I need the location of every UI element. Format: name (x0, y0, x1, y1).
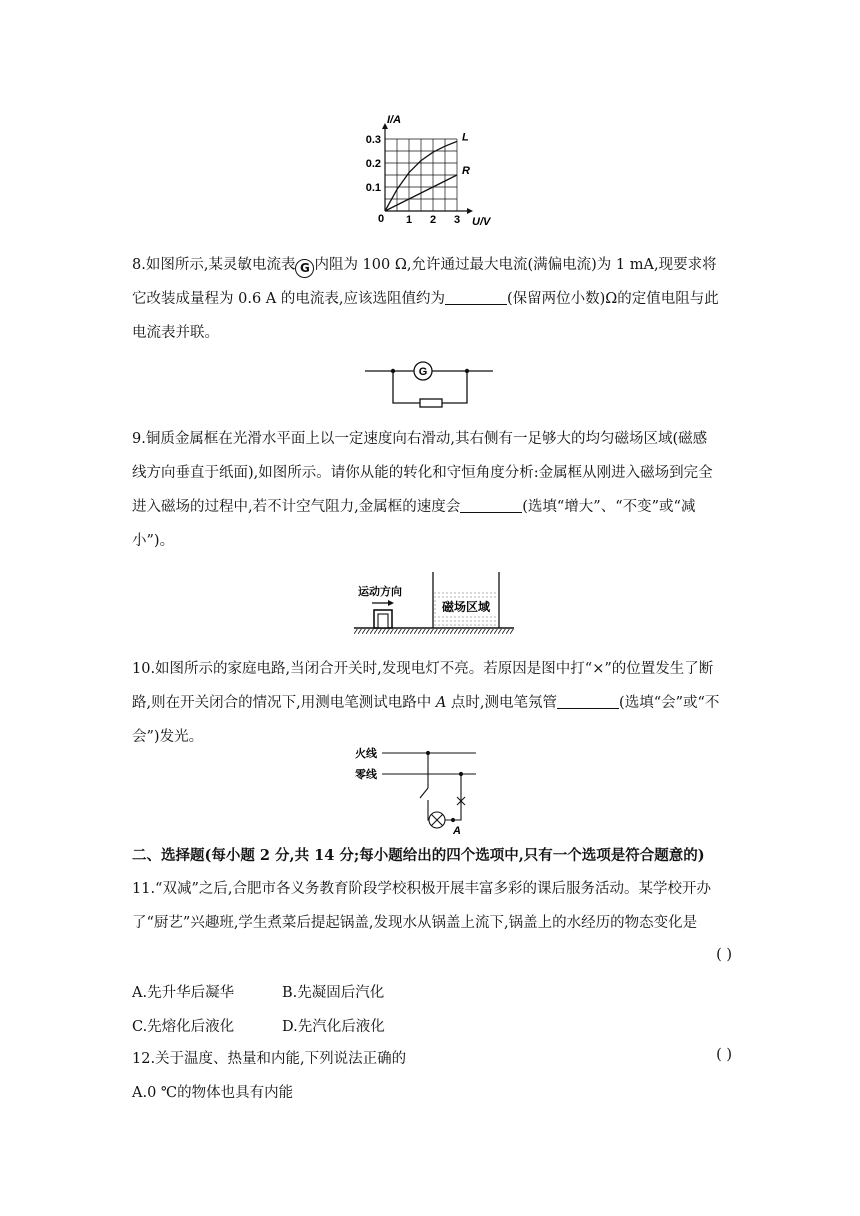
q8-line-3: 电流表并联。 (132, 325, 219, 341)
galvanometer-symbol: G (295, 259, 314, 278)
iu-chart (360, 108, 510, 236)
field-label: 磁场区域 (441, 600, 491, 614)
q10-text: (选填“会”或“不 (619, 695, 720, 711)
live-wire-label: 火线 (355, 748, 377, 760)
series-label-L: L (462, 131, 469, 144)
series-label-R: R (462, 165, 470, 177)
origin-label: 0 (378, 213, 385, 225)
option-a[interactable]: A.先升华后凝华 (132, 985, 235, 1001)
x-tick-label: 2 (429, 214, 437, 226)
neutral-wire-label: 零线 (355, 769, 377, 781)
switch-icon (420, 788, 428, 798)
galvanometer-label: G (418, 366, 428, 378)
q9-line-4: 小”)。 (132, 533, 175, 549)
q11-answer-paren[interactable]: ( ) (716, 947, 732, 963)
question-11 (132, 872, 732, 940)
option-d[interactable]: D.先汽化后液化 (282, 1019, 385, 1035)
q9-text: (选填“增大”、“不变”或“减 (522, 499, 696, 515)
q10-line-3: 会”)发光。 (132, 729, 204, 745)
q9-line-3 (132, 490, 732, 524)
q8-text: 它改装成量程为 0.6 A 的电流表,应该选阻值约为 (132, 291, 445, 307)
q8-text: 8.如图所示,某灵敏电流表 (132, 257, 296, 273)
q9-line-2: 线方向垂直于纸面),如图所示。请你从能的转化和守恒角度分析:金属框从刚进入磁场到完全 (132, 465, 713, 481)
x-axis-arrow (467, 208, 473, 214)
x-tick-label: 1 (405, 214, 413, 226)
answer-blank[interactable] (460, 496, 522, 513)
x-tick-label: 3 (453, 214, 461, 226)
shunt-circuit-diagram (365, 356, 493, 412)
option-a[interactable]: A.0 ℃的物体也具有内能 (132, 1085, 294, 1101)
q12-answer-paren[interactable]: ( ) (716, 1047, 732, 1063)
resistor-icon (420, 399, 442, 407)
question-10 (132, 652, 732, 754)
answer-blank[interactable] (557, 692, 619, 709)
answer-blank[interactable] (445, 288, 507, 305)
section-title: 二、选择题(每小题 2 分,共 14 分;每小题给出的四个选项中,只有一个选项是符合题意的) (132, 847, 705, 864)
q9-text: 进入磁场的过程中,若不计空气阻力,金属框的速度会 (132, 499, 461, 515)
q10-point-variable: A (435, 695, 447, 711)
arrow-right-icon (388, 600, 394, 606)
q12-stem: 12.关于温度、热量和内能,下列说法正确的 (132, 1051, 407, 1067)
q11-options-row-1 (132, 981, 384, 1002)
option-b[interactable]: B.先凝固后汽化 (282, 985, 385, 1001)
q10-line-2 (132, 686, 732, 720)
q10-line-1: 10.如图所示的家庭电路,当闭合开关时,发现电灯不亮。若原因是图中打“×”的位置发生了断 (132, 661, 714, 677)
q11-line-1: 11.“双减”之后,合肥市各义务教育阶段学校积极开展丰富多彩的课后服务活动。某学校开办 (132, 881, 711, 897)
q8-text: 内阻为 100 Ω,允许通过最大电流(满偏电流)为 1 mA,现要求将 (314, 257, 717, 273)
option-c[interactable]: C.先熔化后液化 (132, 1019, 235, 1035)
y-tick-label: 0.3 (365, 134, 381, 146)
y-tick-label: 0.1 (365, 182, 381, 194)
q11-options-row-2 (132, 1015, 385, 1036)
q11-line-2: 了“厨艺”兴趣班,学生煮菜后提起锅盖,发现水从锅盖上流下,锅盖上的水经历的物态变化是 (132, 915, 698, 931)
q9-line-1: 9.铜质金属框在光滑水平面上以一定速度向右滑动,其右侧有一足够大的均匀磁场区域(磁感 (132, 431, 708, 447)
household-circuit-diagram (352, 740, 482, 836)
q8-line-2 (132, 282, 732, 316)
y-tick-label: 0.2 (365, 158, 381, 170)
q10-text: 路,则在开关闭合的情况下,用测电笔测试电路中 (132, 695, 436, 711)
chart-axes (382, 123, 473, 214)
x-axis-label: U/V (472, 216, 491, 228)
motion-label: 运动方向 (358, 586, 402, 598)
q8-text: (保留两位小数)Ω的定值电阻与此 (506, 291, 719, 307)
q10-text: 点时,测电笔氖管 (446, 695, 558, 711)
point-a-label: A (453, 825, 461, 836)
chart-grid (385, 139, 457, 211)
magnetic-field-diagram (354, 568, 514, 636)
question-9 (132, 422, 732, 558)
question-8 (132, 248, 732, 350)
y-axis-label: I/A (387, 114, 402, 126)
q8-line-1 (132, 248, 732, 282)
